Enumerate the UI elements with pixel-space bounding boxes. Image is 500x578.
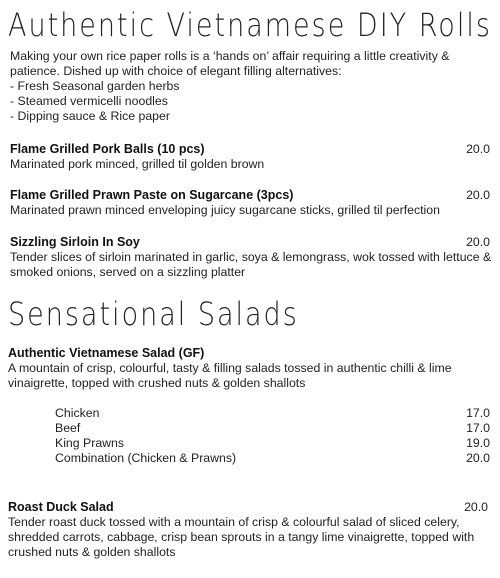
menu-item-prawn-sugarcane <box>10 187 492 218</box>
option-row <box>55 436 492 451</box>
option-label: Beef <box>55 421 81 435</box>
menu-item-pork-balls <box>10 141 492 172</box>
intro-text: Making your own rice paper rolls is a ‘hands on’ affair requiring a little creativity & patience. Dished up with choice of elegant filling alternatives: <box>10 49 450 78</box>
item-description: Tender roast duck tossed with a mountain of crisp & colourful salad of sliced celery, shredded carrots, cabbage, crisp bean sprouts in a tangy lime vinaigrette, topped with crushed nuts & golden shallots <box>8 515 475 559</box>
option-row <box>55 421 492 436</box>
item-price: 20.0 <box>466 235 490 249</box>
section-title-diy-rolls: Authentic Vietnamese DIY Rolls <box>8 7 492 45</box>
intro-bullet: - Steamed vermicelli noodles <box>10 94 168 108</box>
section-title-salads: Sensational Salads <box>8 296 299 334</box>
menu-item-sizzling-sirloin <box>10 234 492 280</box>
menu-item-roast-duck-salad <box>8 499 490 560</box>
option-label: Combination (Chicken & Prawns) <box>55 451 237 465</box>
item-price: 20.0 <box>466 142 490 156</box>
option-price: 17.0 <box>466 421 490 435</box>
menu-item-vietnamese-salad <box>8 345 490 391</box>
intro-bullet: - Fresh Seasonal garden herbs <box>10 79 180 93</box>
item-description: Marinated pork minced, grilled til golden brown <box>10 157 265 171</box>
option-row <box>55 406 492 421</box>
option-price: 19.0 <box>466 436 490 450</box>
option-price: 17.0 <box>466 406 490 420</box>
item-price: 20.0 <box>466 188 490 202</box>
item-name: Authentic Vietnamese Salad (GF) <box>8 346 205 360</box>
intro-bullet: - Dipping sauce & Rice paper <box>10 109 170 123</box>
item-price: 20.0 <box>464 500 488 514</box>
item-name: Roast Duck Salad <box>8 500 114 514</box>
item-name: Sizzling Sirloin In Soy <box>10 235 140 249</box>
option-row <box>55 451 492 466</box>
option-price: 20.0 <box>466 451 490 465</box>
salad-options-list <box>55 406 492 466</box>
item-name: Flame Grilled Prawn Paste on Sugarcane (3pcs) <box>10 188 294 202</box>
section-intro <box>10 49 490 124</box>
option-label: Chicken <box>55 406 100 420</box>
item-description: A mountain of crisp, colourful, tasty & filling salads tossed in authentic chilli & lime vinaigrette, topped with crushed nuts & golden shallots <box>8 361 452 390</box>
option-label: King Prawns <box>55 436 125 450</box>
item-description: Tender slices of sirloin marinated in garlic, soya & lemongrass, wok tossed with lettuce & smoked onions, served on a sizzling platter <box>10 250 492 279</box>
item-name: Flame Grilled Pork Balls (10 pcs) <box>10 142 205 156</box>
item-description: Marinated prawn minced enveloping juicy sugarcane sticks, grilled til perfection <box>10 203 440 217</box>
intro-bullet-list <box>10 79 490 124</box>
